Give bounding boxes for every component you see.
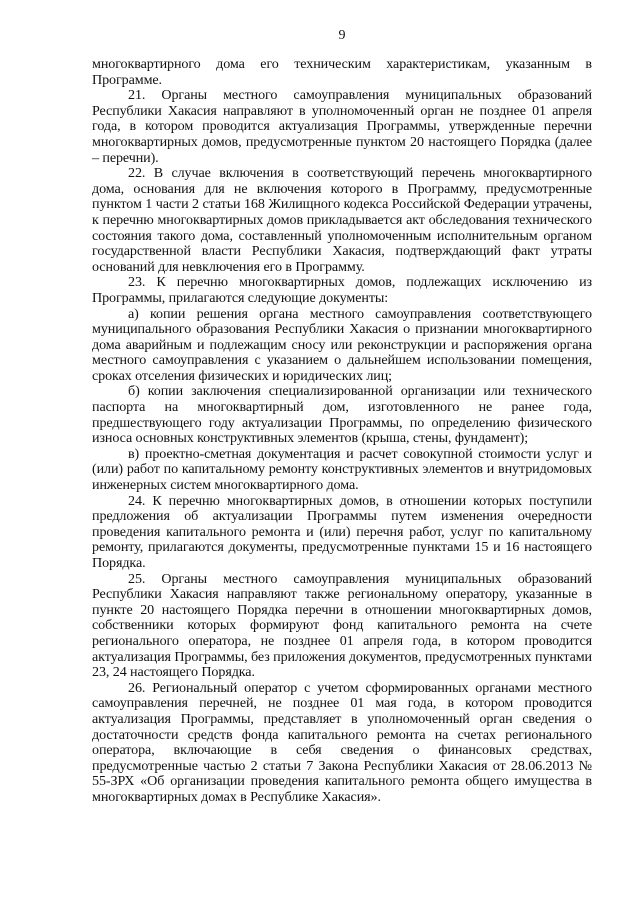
paragraph-24: 24. К перечню многоквартирных домов, в отношении которых поступили предложения об актуализации Программы путем изменения очередности проведения капитального ремонта и (или) перечня работ, услуг по капитальному ремонту, прилагаются документы, предусмотренные пунктами 15 и 16 настоящего Порядка. [92,492,592,571]
paragraph-25: 25. Органы местного самоуправления муниципальных образований Республики Хакасия направляют также региональному оператору, указанные в пункте 20 настоящего Порядка перечни в отношении многоквартирных домов, собственники которых формируют фонд капитального ремонта на счете регионального оператора, не позднее 01 апреля года, в котором проводится актуализация Программы, без приложения документов, предусмотренных пунктами 23, 24 настоящего Порядка. [92,570,592,681]
paragraph-21: 21. Органы местного самоуправления муниципальных образований Республики Хакасия направляют в уполномоченный орган не позднее 01 апреля года, в котором проводится актуализация Программы, утвержденные перечни многоквартирных домов, предусмотренные пунктом 20 настоящего Порядка (далее – перечни). [92,87,592,166]
paragraph-26: 26. Региональный оператор с учетом сформированных органами местного самоуправления перечней, не позднее 01 мая года, в котором проводится актуализация Программы, представляет в уполномоченный орган сведения о достаточности средств фонда капитального ремонта на счетах регионального оператора, включающие в себя сведения о финансовых средствах, предусмотренные частью 2 статьи 7 Закона Республики Хакасия от 28.06.2013 № 55-ЗРХ «Об организации проведения капитального ремонта общего имущества в многоквартирных домах в Республике Хакасия». [92,679,592,805]
paragraph-23c: в) проектно-сметная документация и расчет совокупной стоимости услуг и (или) работ по капитальному ремонту конструктивных элементов и внутридомовых инженерных систем многоквартирного дома. [92,445,592,494]
paragraph-23: 23. К перечню многоквартирных домов, подлежащих исключению из Программы, прилагаются следующие документы: [92,274,592,306]
paragraph-continued: многоквартирного дома его техническим характеристикам, указанным в Программе. [92,56,592,88]
paragraph-23a: а) копии решения органа местного самоуправления соответствующего муниципального образования Республики Хакасия о признании многоквартирного дома аварийным и подлежащим сносу или реконструкции и распоряжения органа местного самоуправления с указанием о дальнейшем использовании помещения, сроках отселения физических и юридических лиц; [92,305,592,384]
paragraph-22: 22. В случае включения в соответствующий перечень многоквартирного дома, основания для не включения которого в Программу, предусмотренные пунктом 1 части 2 статьи 168 Жилищного кодекса Российской Федерации утрачены, к перечню многоквартирных домов прикладывается акт обследования технического состояния такого дома, составленный уполномоченным исполнительным органом государственной власти Республики Хакасия, подтверждающий факт утраты оснований для невключения его в Программу. [92,165,592,275]
page-number: 9 [338,28,346,43]
paragraph-23b: б) копии заключения специализированной организации или технического паспорта на многоквартирный дом, изготовленного не ранее года, предшествующего году актуализации Программы, по определению физического износа основных конструктивных элементов (крыша, стены, фундамент); [92,383,592,447]
